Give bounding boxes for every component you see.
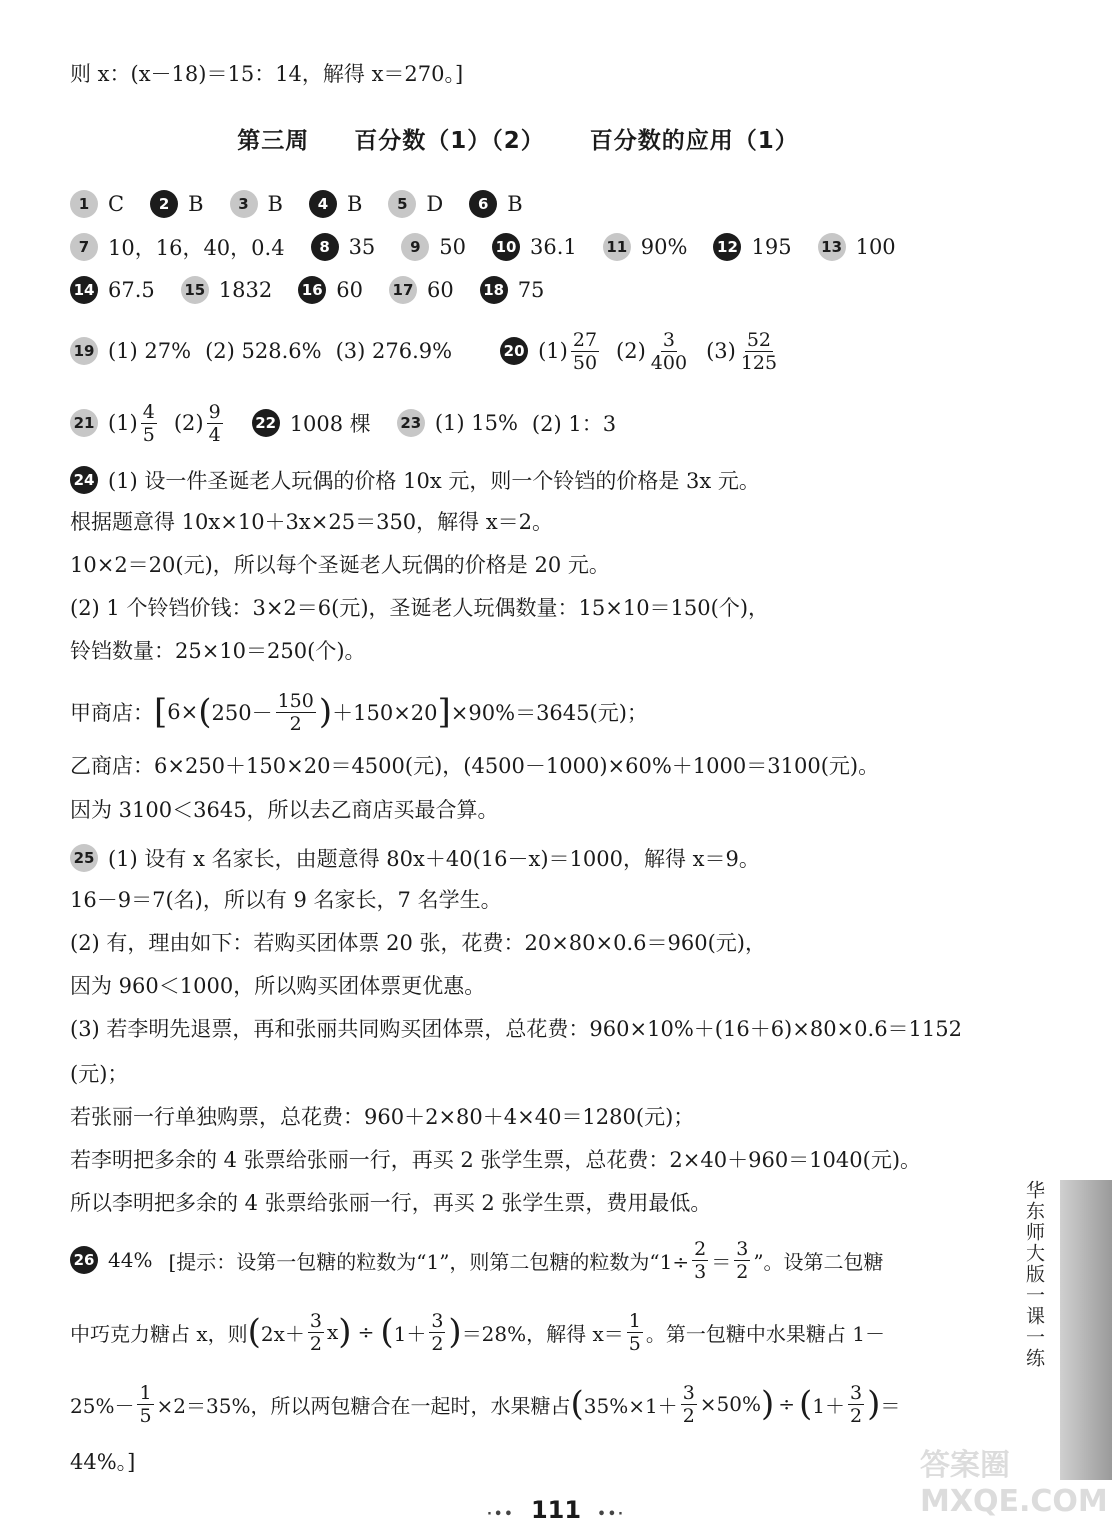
answer-row-5 [70, 402, 656, 444]
question-3 [230, 190, 283, 218]
question-6 [469, 190, 522, 218]
answer-text: 90% [640, 235, 688, 259]
answer-text: 60 [336, 278, 363, 302]
solution-line: 中巧克力糖占 x，则 ( 2x＋ $\frac{3}{2}$ x ) ÷ ( 1＋ $\frac{3}{2}$ ) ＝28%，解得 x＝ $\frac{1}{5}$ 。第一包糖中水果糖占 1－ [70, 1309, 885, 1355]
question-number-badge: 17 [389, 276, 417, 304]
watermark-logo: 答案圈 MXQE.COM [920, 1448, 1108, 1519]
fraction: $\frac{2}{3}$ [694, 1237, 707, 1283]
question-8 [311, 233, 376, 261]
fraction: $\frac{3}{2}$ [736, 1237, 749, 1283]
answer-text: 195 [751, 235, 792, 259]
title-part1: 百分数（1）（2） [354, 128, 545, 154]
question-number-badge: 14 [70, 276, 98, 304]
answer-text: 75 [517, 278, 545, 302]
continued-answer-line: 则 x：(x－18)＝15：14，解得 x＝270。] [70, 62, 464, 86]
question-4 [309, 190, 362, 218]
question-19 [70, 337, 466, 365]
answer-text: (1) 27% [108, 339, 192, 363]
answer-text: (2) 528.6% [205, 339, 322, 363]
solution-line: 10×2＝20(元)，所以每个圣诞老人玩偶的价格是 20 元。 [70, 553, 610, 577]
answer-text: (1) [538, 339, 568, 363]
solution-line: 甲商店： [ 6× ( 250－ $\frac{150}{2}$ ) ＋150×20 ] ×90%＝3645(元)； [70, 689, 648, 735]
answer-text: (1) 15% [434, 411, 518, 435]
question-number-badge: 25 [70, 844, 98, 872]
solution-line: 根据题意得 10x×10＋3x×25＝350，解得 x＝2。 [70, 510, 554, 534]
solution-line: 因为 960＜1000，所以购买团体票更优惠。 [70, 974, 486, 998]
answer-text: B [267, 192, 283, 216]
question-number-badge: 18 [480, 276, 508, 304]
answer-text: (3) [706, 339, 736, 363]
fraction: $\frac{150}{2}$ [277, 689, 314, 735]
question-18 [480, 276, 545, 304]
fraction: $\frac{27}{50}$ [572, 328, 598, 374]
question-number-badge: 1 [70, 190, 98, 218]
question-25 [70, 840, 760, 876]
question-5 [388, 190, 443, 218]
question-number-badge: 2 [150, 190, 178, 218]
question-24 [70, 462, 760, 498]
question-10 [492, 233, 577, 261]
question-number-badge: 9 [401, 233, 429, 261]
question-number-badge: 16 [298, 276, 326, 304]
solution-line: 若张丽一行单独购票，总花费：960＋2×80＋4×40＝1280(元)； [70, 1105, 695, 1129]
solution-line: 44%。] [70, 1450, 136, 1474]
answer-text: B [346, 192, 363, 216]
answer-text: 35 [348, 235, 376, 259]
fraction: $\frac{4}{5}$ [142, 400, 155, 446]
question-1 [70, 190, 124, 218]
question-17 [389, 276, 454, 304]
question-number-badge: 5 [388, 190, 416, 218]
answer-row-1 [70, 186, 549, 222]
answer-row-2 [70, 229, 922, 265]
answer-text: C [108, 192, 125, 216]
question-number-badge: 10 [492, 233, 520, 261]
question-23 [397, 408, 630, 438]
question-number-badge: 6 [469, 190, 497, 218]
answer-text: (3) 276.9% [335, 339, 453, 363]
fraction: $\frac{1}{5}$ [628, 1309, 641, 1355]
question-11 [603, 233, 688, 261]
solution-line: 因为 3100＜3645，所以去乙商店买最合算。 [70, 798, 499, 822]
question-9 [401, 233, 466, 261]
answer-text: 67.5 [108, 278, 155, 302]
dots-decoration: ·•• [487, 1507, 515, 1522]
solution-line: (元)； [70, 1062, 129, 1086]
question-14 [70, 276, 155, 304]
question-22 [252, 408, 371, 438]
page-number: ·•• 111 ••· [487, 1496, 625, 1524]
question-number-badge: 13 [818, 233, 846, 261]
solution-line: 25%－ $\frac{1}{5}$ ×2＝35%，所以两包糖合在一起时，水果糖占 ( 35%×1＋ $\frac{3}{2}$ ×50% ) ÷ ( 1＋ $\frac{3}{2}$ ) ＝ [70, 1381, 901, 1427]
answer-text: 60 [426, 278, 454, 302]
title-week: 第三周 [237, 128, 310, 154]
solution-line: 乙商店：6×250＋150×20＝4500(元)，(4500－1000)×60%＋1000＝3100(元)。 [70, 754, 880, 778]
answer-text: 50 [439, 235, 467, 259]
side-tab [1060, 1180, 1112, 1480]
question-number-badge: 8 [311, 233, 339, 261]
solution-line: 16－9＝7(名)，所以有 9 名家长，7 名学生。 [70, 888, 502, 912]
section-title [0, 122, 1036, 155]
answer-text: B [188, 192, 204, 216]
answer-row-4 [70, 330, 808, 372]
answer-text: (2) [173, 411, 204, 435]
question-number-badge: 3 [230, 190, 258, 218]
question-number-badge: 26 [70, 1246, 98, 1274]
question-number-badge: 19 [70, 337, 98, 365]
fraction: $\frac{3}{2}$ [431, 1309, 444, 1355]
solution-line: (1) 设一件圣诞老人玩偶的价格 10x 元，则一个铃铛的价格是 3x 元。 [108, 469, 760, 493]
question-16 [298, 276, 363, 304]
answer-text: B [507, 192, 523, 216]
question-number-badge: 7 [70, 233, 98, 261]
solution-line: (2) 1 个铃铛价钱：3×2＝6(元)，圣诞老人玩偶数量：15×10＝150(个)， [70, 596, 770, 620]
answer-text: 44% [108, 1248, 153, 1272]
solution-line: (1) 设有 x 名家长，由题意得 80x＋40(16－x)＝1000，解得 x＝9。 [108, 847, 760, 871]
solution-line: (3) 若李明先退票，再和张丽共同购买团体票，总花费：960×10%＋(16＋6)×80×0.6＝1152 [70, 1017, 962, 1041]
question-number-badge: 15 [181, 276, 209, 304]
question-20 [500, 329, 782, 374]
question-number-badge: 23 [397, 409, 425, 437]
question-7 [70, 232, 285, 262]
answer-text: 1832 [218, 278, 273, 302]
question-12 [713, 233, 791, 261]
question-26: 26 44% [提示：设第一包糖的粒数为“1”，则第二包糖的粒数为“1÷ $\frac{2}{3}$ ＝ $\frac{3}{2}$ ”。设第二包糖 [70, 1236, 884, 1284]
answer-text: D [426, 192, 444, 216]
fraction: $\frac{3}{2}$ [309, 1309, 323, 1355]
answer-text: (1) [108, 411, 138, 435]
answer-row-3 [70, 272, 570, 308]
question-number-badge: 24 [70, 466, 98, 494]
fraction: $\frac{9}{4}$ [208, 400, 221, 446]
answer-text: 36.1 [530, 235, 577, 259]
question-number-badge: 21 [70, 409, 98, 437]
title-part2: 百分数的应用（1） [589, 128, 799, 154]
question-number-badge: 22 [252, 409, 280, 437]
dots-decoration: ••· [597, 1507, 625, 1522]
question-number-badge: 4 [309, 190, 337, 218]
answer-text: 100 [855, 235, 896, 259]
side-label: 华东师大版一课一练 [1023, 1180, 1045, 1369]
solution-line: 若李明把多余的 4 张票给张丽一行，再买 2 张学生票，总花费：2×40＋960＝1040(元)。 [70, 1148, 922, 1172]
answer-text: 1008 棵 [289, 412, 371, 436]
question-number-badge: 12 [713, 233, 741, 261]
question-number-badge: 20 [500, 337, 528, 365]
solution-line: 所以李明把多余的 4 张票给张丽一行，再买 2 张学生票，费用最低。 [70, 1191, 712, 1215]
solution-line: 铃铛数量：25×10＝250(个)。 [70, 639, 366, 663]
question-13 [818, 233, 896, 261]
answer-text: (2) 1：3 [531, 412, 617, 436]
question-number-badge: 11 [603, 233, 631, 261]
fraction: $\frac{3}{2}$ [682, 1381, 695, 1427]
fraction: $\frac{3}{2}$ [850, 1381, 863, 1427]
fraction: $\frac{3}{400}$ [650, 328, 688, 374]
question-2 [150, 190, 203, 218]
answer-text: 10，16，40，0.4 [108, 236, 285, 260]
question-15 [181, 276, 272, 304]
question-21 [70, 401, 226, 446]
answer-text: (2) [616, 339, 646, 363]
solution-line: (2) 有，理由如下：若购买团体票 20 张，花费：20×80×0.6＝960(元)， [70, 931, 766, 955]
fraction: $\frac{1}{5}$ [139, 1381, 152, 1427]
fraction: $\frac{52}{125}$ [740, 328, 778, 374]
